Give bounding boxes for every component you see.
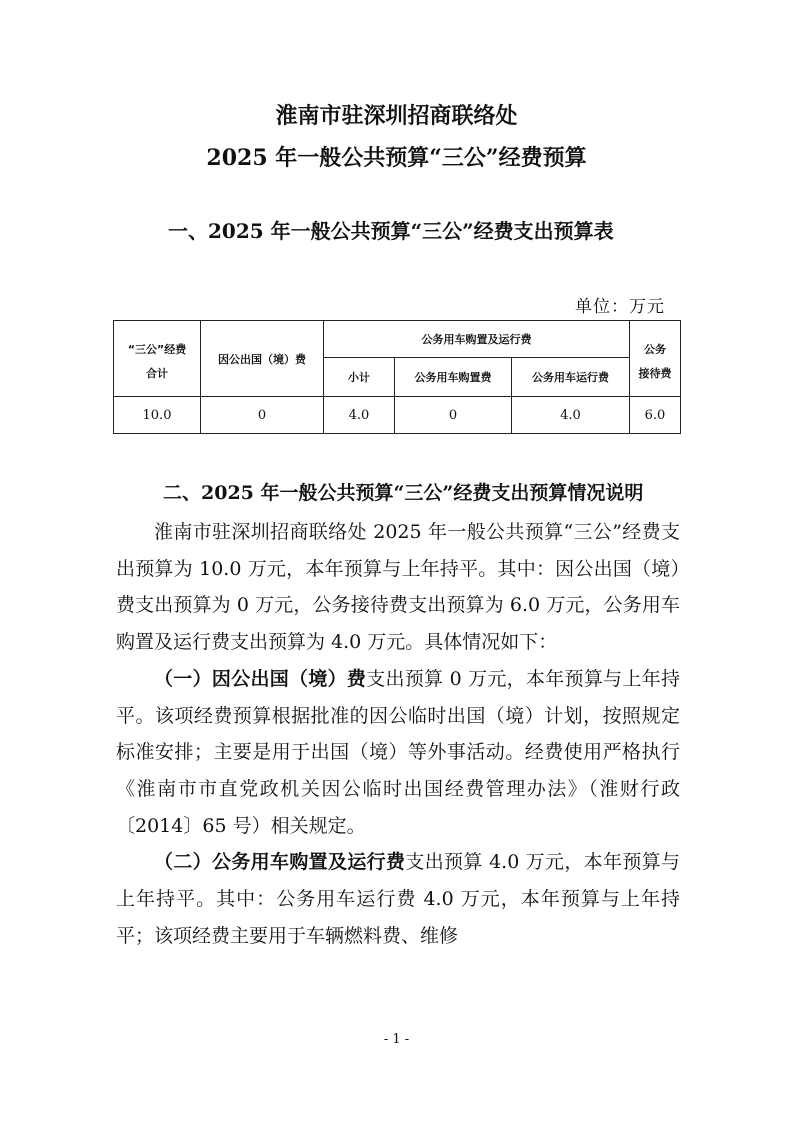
- header-reception-cell: [630, 321, 681, 397]
- paragraph-overview: 淮南市驻深圳招商联络处 2025 年一般公共预算“三公”经费支出预算为 10.0 万元，本年预算与上年持平。其中：因公出国（境）费支出预算为 0 万元，公务接待费支出预算为 6.0 万元，公务用车购置及运行费支出预算为 4.0 万元。具体情况如下：: [116, 521, 680, 654]
- header-vehicle-purchase: 公务用车购置费: [395, 358, 512, 397]
- header-subtotal: 小计: [324, 358, 395, 397]
- paragraph-vehicle-text: 支出预算 4.0 万元，本年预算与上年持平。其中：公务用车运行费 4.0 万元，本年预算与上年持平；该项经费主要用于车辆燃料费、维修: [116, 851, 680, 947]
- paragraph-abroad-text: 支出预算 0 万元，本年预算与上年持平。该项经费预算根据批准的因公临时出国（境）计划，按照规定标准安排；主要是用于出国（境）等外事活动。经费使用严格执行《淮南市市直党政机关因公临时出国经费管理办法》（淮财行政〔2014〕65 号）相关规定。: [116, 667, 680, 837]
- table-header-row-1: [114, 321, 681, 358]
- paragraph-abroad-lead: （一）因公出国（境）费: [154, 667, 367, 690]
- cell-vehicle-purchase: 0: [395, 397, 512, 434]
- paragraph-vehicle-lead: （二）公务用车购置及运行费: [154, 851, 406, 874]
- cell-reception: 6.0: [630, 397, 681, 434]
- header-reception-line1: 公务: [644, 342, 666, 356]
- cell-subtotal: 4.0: [324, 397, 395, 434]
- header-total-cell: [114, 321, 201, 397]
- body-text: [116, 514, 680, 954]
- document-title: 淮南市驻深圳招商联络处: [275, 103, 518, 129]
- budget-table: [113, 320, 681, 434]
- paragraph-abroad: [116, 661, 680, 845]
- header-reception-line2: 接待费: [638, 366, 672, 380]
- paragraph-vehicle: [116, 844, 680, 954]
- document-subtitle: 2025 年一般公共预算“三公”经费预算: [206, 145, 587, 171]
- page-number: - 1 -: [383, 1032, 410, 1047]
- section1-heading: 一、2025 年一般公共预算“三公”经费支出预算表: [168, 219, 614, 243]
- cell-vehicle-operation: 4.0: [512, 397, 630, 434]
- header-total-line1: “三公”经费: [127, 342, 187, 356]
- unit-label: 单位：万元: [575, 297, 665, 317]
- header-vehicle-group: 公务用车购置及运行费: [324, 321, 630, 358]
- header-total-line2: 合计: [146, 366, 168, 380]
- header-abroad: 因公出国（境）费: [201, 321, 324, 397]
- table-row: [114, 397, 681, 434]
- header-vehicle-operation: 公务用车运行费: [512, 358, 630, 397]
- cell-total: 10.0: [114, 397, 201, 434]
- cell-abroad: 0: [201, 397, 324, 434]
- section2-heading: 二、2025 年一般公共预算“三公”经费支出预算情况说明: [163, 482, 644, 504]
